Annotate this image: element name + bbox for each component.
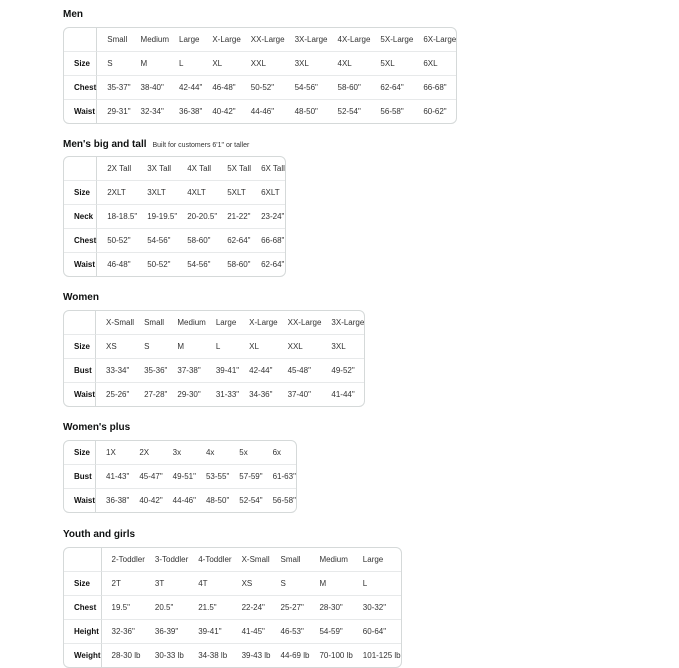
table-cell: 18-18.5"	[97, 204, 137, 228]
size-table	[63, 27, 457, 124]
table-row	[64, 619, 401, 643]
column-header: 3X-Large	[331, 318, 365, 327]
table-cell: 27-28"	[134, 382, 167, 406]
table-cell: 62-64"	[370, 75, 413, 99]
table-cell: 3x	[172, 448, 182, 457]
table-cell: 21-22"	[217, 204, 251, 228]
column-header: XX-Large	[287, 318, 322, 327]
table-cell: 44-46"	[163, 488, 196, 512]
table-cell: 57-59"	[229, 464, 262, 488]
table-cell: 3XLT	[137, 180, 177, 204]
table-cell: 4T	[188, 571, 231, 595]
table-cell: 6XL	[413, 51, 456, 75]
column-header: X-Large	[249, 318, 278, 327]
column-header: X-Small	[106, 318, 135, 327]
row-label: Waist	[64, 382, 96, 406]
table-cell: 35-36"	[134, 358, 167, 382]
table-cell: 56-58"	[263, 488, 296, 512]
row-label: Weight	[64, 643, 102, 667]
table-row	[64, 358, 364, 382]
table-cell: 6XLT	[251, 180, 285, 204]
column-header: 3-Toddler	[154, 555, 189, 564]
table-cell: 66-68"	[413, 75, 456, 99]
table-cell: 3XL	[321, 334, 364, 358]
row-label: Size	[64, 180, 97, 204]
column-header: X-Large	[212, 35, 241, 44]
table-cell: 39-41"	[188, 619, 231, 643]
table-cell: 46-53"	[271, 619, 310, 643]
table-cell: 41-45"	[232, 619, 271, 643]
column-header: Large	[179, 35, 200, 44]
table-cell: 48-50"	[196, 488, 229, 512]
header-corner-cell	[64, 28, 97, 51]
section-title-text: Youth and girls	[63, 529, 136, 540]
column-header: 4X Tall	[187, 164, 212, 173]
table-cell: XXL	[241, 51, 285, 75]
table-cell: 50-52"	[137, 252, 177, 276]
table-cell: 5x	[239, 448, 248, 457]
table-cell: M	[309, 571, 352, 595]
column-header: Small	[144, 318, 165, 327]
table-cell: L	[169, 51, 202, 75]
column-header: Medium	[319, 555, 348, 564]
table-cell: S	[134, 334, 167, 358]
table-cell: XS	[96, 334, 134, 358]
table-cell: 60-64"	[353, 619, 401, 643]
column-header: Small	[107, 35, 128, 44]
row-label: Size	[64, 334, 96, 358]
table-cell: 45-48"	[278, 358, 322, 382]
table-cell: 54-56"	[285, 75, 328, 99]
table-cell: 19-19.5"	[137, 204, 177, 228]
section-title	[63, 422, 130, 433]
table-row	[64, 382, 364, 406]
size-table	[63, 547, 402, 668]
table-cell: 20.5"	[145, 595, 188, 619]
row-label: Waist	[64, 488, 96, 512]
table-cell: 58-60"	[328, 75, 371, 99]
row-label: Bust	[64, 464, 96, 488]
table-row	[64, 464, 296, 488]
table-row	[64, 252, 285, 276]
table-cell: 30-33 lb	[145, 643, 188, 667]
column-header: 2-Toddler	[111, 555, 145, 564]
table-cell: 48-50"	[285, 99, 328, 123]
table-cell: 56-58"	[370, 99, 413, 123]
table-cell: 54-56"	[137, 228, 177, 252]
table-cell: 70-100 lb	[309, 643, 352, 667]
column-header: Large	[362, 555, 384, 564]
table-cell: 35-37"	[97, 75, 130, 99]
table-cell: 2X	[139, 448, 150, 457]
table-cell: 49-52"	[321, 358, 364, 382]
table-cell: L	[206, 334, 239, 358]
section-title	[63, 9, 83, 20]
table-cell: M	[131, 51, 169, 75]
table-row	[64, 204, 285, 228]
table-cell: 36-39"	[145, 619, 188, 643]
section-title	[63, 139, 249, 150]
column-header: 6X-Large	[423, 35, 457, 44]
table-cell: 37-38"	[167, 358, 205, 382]
table-cell: 66-68"	[251, 228, 285, 252]
table-cell: 32-34"	[131, 99, 169, 123]
table-cell: 50-52"	[241, 75, 285, 99]
table-cell: 33-34"	[96, 358, 134, 382]
table-row	[64, 441, 296, 464]
table-cell: 42-44"	[239, 358, 277, 382]
table-row	[64, 99, 456, 123]
table-cell: 41-44"	[321, 382, 364, 406]
table-cell: 42-44"	[169, 75, 202, 99]
table-row	[64, 51, 456, 75]
table-row	[64, 571, 401, 595]
row-label: Neck	[64, 204, 97, 228]
header-corner-cell	[64, 157, 97, 180]
table-cell: 54-56"	[177, 252, 217, 276]
table-cell: M	[167, 334, 205, 358]
row-label: Height	[64, 619, 102, 643]
table-cell: 53-55"	[196, 464, 229, 488]
table-cell: 1X	[106, 448, 116, 457]
table-cell: 29-31"	[97, 99, 130, 123]
size-table	[63, 440, 297, 513]
table-cell: 39-43 lb	[232, 643, 271, 667]
row-label: Waist	[64, 99, 97, 123]
section-title	[63, 292, 99, 303]
table-cell: 60-62"	[413, 99, 456, 123]
table-cell: 46-48"	[202, 75, 240, 99]
table-cell: 21.5"	[188, 595, 231, 619]
table-cell: 37-40"	[278, 382, 322, 406]
column-header: 3X-Large	[294, 35, 328, 44]
table-cell: XS	[232, 571, 271, 595]
table-row	[64, 334, 364, 358]
column-header: 5X-Large	[380, 35, 414, 44]
column-header: Small	[280, 555, 301, 564]
table-row	[64, 595, 401, 619]
table-row	[64, 75, 456, 99]
table-cell: 25-26"	[96, 382, 134, 406]
table-cell: 62-64"	[217, 228, 251, 252]
row-label: Size	[64, 571, 102, 595]
section-title-text: Men	[63, 9, 83, 20]
row-label: Waist	[64, 252, 97, 276]
size-table	[63, 156, 286, 277]
header-corner-cell	[64, 548, 102, 571]
table-cell: XXL	[278, 334, 322, 358]
section-title-text: Men's big and tall	[63, 139, 147, 150]
column-header: 3X Tall	[147, 164, 172, 173]
table-cell: 54-59"	[309, 619, 352, 643]
table-cell: 49-51"	[163, 464, 196, 488]
table-header-row	[64, 157, 285, 180]
table-cell: 45-47"	[129, 464, 162, 488]
row-label: Chest	[64, 595, 102, 619]
table-cell: 2T	[102, 571, 145, 595]
table-cell: 44-69 lb	[271, 643, 310, 667]
table-cell: 62-64"	[251, 252, 285, 276]
table-cell: XL	[202, 51, 240, 75]
table-cell: 5XLT	[217, 180, 251, 204]
size-table	[63, 310, 365, 407]
column-header: 2X Tall	[107, 164, 132, 173]
table-header-row	[64, 28, 456, 51]
table-cell: 40-42"	[202, 99, 240, 123]
table-cell: 4x	[205, 448, 215, 457]
column-header: Medium	[140, 35, 169, 44]
column-header: XX-Large	[250, 35, 285, 44]
header-corner-cell	[64, 311, 96, 334]
row-label: Chest	[64, 228, 97, 252]
table-cell: 52-54"	[328, 99, 371, 123]
table-header-row	[64, 548, 401, 571]
table-cell: 4XL	[328, 51, 371, 75]
table-cell: 34-38 lb	[188, 643, 231, 667]
table-header-row	[64, 311, 364, 334]
table-cell: 23-24"	[251, 204, 285, 228]
table-cell: 5XL	[370, 51, 413, 75]
table-cell: 3T	[145, 571, 188, 595]
table-cell: L	[353, 571, 401, 595]
table-cell: XL	[239, 334, 277, 358]
row-label: Size	[64, 441, 96, 464]
table-cell: 40-42"	[129, 488, 162, 512]
table-cell: 50-52"	[97, 228, 137, 252]
table-row	[64, 228, 285, 252]
table-cell: 46-48"	[97, 252, 137, 276]
row-label: Chest	[64, 75, 97, 99]
table-cell: 20-20.5"	[177, 204, 217, 228]
column-header: 4X-Large	[337, 35, 371, 44]
table-cell: 30-32"	[353, 595, 401, 619]
table-row	[64, 488, 296, 512]
table-cell: 41-43"	[96, 464, 129, 488]
table-cell: 4XLT	[177, 180, 217, 204]
section-title-text: Women	[63, 292, 99, 303]
table-cell: 44-46"	[241, 99, 285, 123]
table-cell: 36-38"	[96, 488, 129, 512]
table-cell: 34-36"	[239, 382, 277, 406]
table-cell: 52-54"	[229, 488, 262, 512]
table-cell: 2XLT	[97, 180, 137, 204]
table-cell: 36-38"	[169, 99, 202, 123]
table-row	[64, 180, 285, 204]
table-cell: 25-27"	[271, 595, 310, 619]
table-cell: 22-24"	[232, 595, 271, 619]
column-header: X-Small	[241, 555, 270, 564]
column-header: 5X Tall	[227, 164, 252, 173]
row-label: Size	[64, 51, 97, 75]
row-label: Bust	[64, 358, 96, 382]
column-header: Large	[215, 318, 237, 327]
table-cell: 58-60"	[177, 228, 217, 252]
table-cell: 6x	[272, 448, 282, 457]
section-title-text: Women's plus	[63, 422, 131, 433]
table-cell: 58-60"	[217, 252, 251, 276]
table-cell: S	[271, 571, 310, 595]
column-header: Medium	[177, 318, 206, 327]
table-cell: 28-30 lb	[102, 643, 145, 667]
table-cell: 19.5"	[102, 595, 145, 619]
section-title	[63, 529, 135, 540]
section-subtitle: Built for customers 6'1" or taller	[152, 142, 250, 149]
table-cell: 31-33"	[206, 382, 239, 406]
table-cell: 28-30"	[309, 595, 352, 619]
table-row	[64, 643, 401, 667]
table-cell: 38-40"	[131, 75, 169, 99]
column-header: 6X Tall	[261, 164, 285, 173]
table-cell: 61-63"	[263, 464, 296, 488]
table-cell: 39-41"	[206, 358, 239, 382]
table-cell: 29-30"	[167, 382, 205, 406]
column-header: 4-Toddler	[198, 555, 232, 564]
table-cell: 3XL	[285, 51, 328, 75]
table-cell: S	[97, 51, 130, 75]
table-cell: 101-125 lb	[353, 643, 401, 667]
table-cell: 32-36"	[102, 619, 145, 643]
